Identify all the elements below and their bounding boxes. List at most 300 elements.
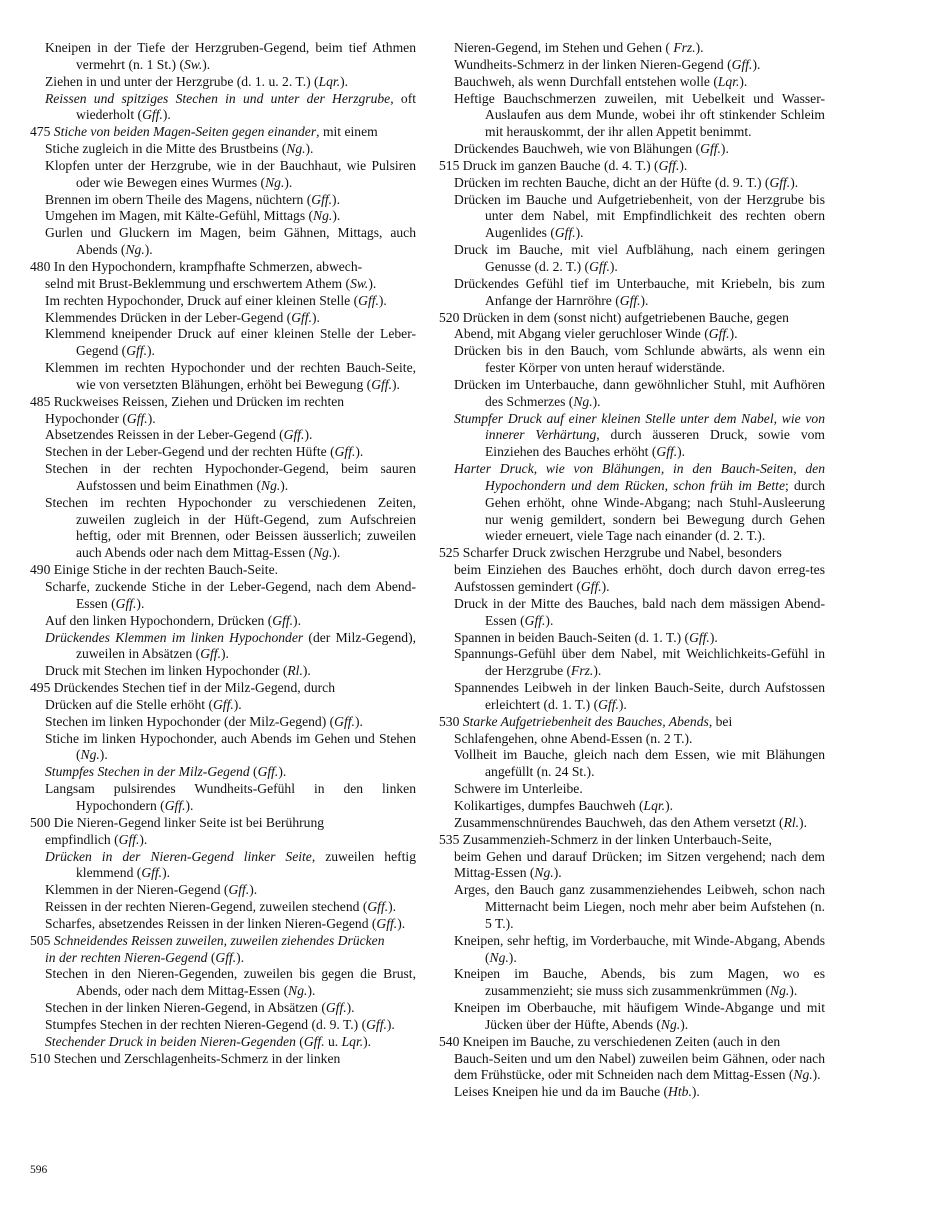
entry-text: Drücken im Bauche und Aufgetriebenheit, von der Herzgrube bis unter dem Nabel, mit Empfindlichkeit des rechten obern Augenlides ( — [454, 191, 825, 241]
entry-text: 515 Druck im ganzen Bauche (d. 4. T.) ( — [439, 157, 659, 173]
entry-text: Drücken bis in den Bauch, vom Schlunde abwärts, als wenn ein fester Körper von unten herauf widerstände. — [454, 343, 825, 376]
symptom-entry — [439, 747, 825, 781]
entry-text: ). — [691, 1084, 700, 1100]
entry-text: ). — [386, 1016, 395, 1032]
italic-text: Gff. — [272, 612, 294, 628]
entry-text: ). — [136, 595, 145, 611]
entry-text: 520 Drücken in dem (sonst nicht) aufgetriebenen Bauche, gegen — [439, 309, 789, 325]
italic-text: Gff. — [367, 899, 389, 915]
italic-text: Ng. — [770, 983, 790, 999]
italic-text: Harter Druck, wie von Blähungen, in den Bauch-Seiten, den Hypochondern und dem Rücken, schon früh im Bette — [454, 461, 825, 493]
italic-text: Gff. — [118, 831, 140, 847]
symptom-entry — [30, 444, 416, 461]
entry-text: Absetzendes Reissen in der Leber-Gegend ( — [45, 427, 284, 443]
italic-text: Gff. — [334, 444, 356, 460]
entry-text: ). — [346, 1000, 355, 1016]
symptom-entry — [439, 680, 825, 714]
italic-text: Gff. — [325, 1000, 347, 1016]
entry-text: ). — [147, 410, 156, 426]
entry-text: 505 — [30, 932, 54, 948]
entry-text: ). — [789, 983, 798, 999]
symptom-entry — [30, 1034, 416, 1051]
symptom-entry — [439, 192, 825, 243]
entry-text: ). — [340, 73, 349, 89]
italic-text: Reissen und spitziges Stechen in und unter der Herzgrube — [45, 90, 391, 106]
italic-text: Ng. — [793, 1067, 813, 1083]
entry-text: ). — [284, 174, 293, 190]
symptom-entry — [30, 225, 416, 259]
symptom-entry — [439, 276, 825, 310]
symptom-entry — [439, 40, 825, 57]
italic-text: Ng. — [125, 242, 145, 258]
entry-text: Drücken im rechten Bauche, dicht an der Hüfte (d. 9. T.) ( — [454, 174, 770, 190]
entry-text: Bauch-Seiten und um den Nabel) zuweilen beim Gähnen, oder nach dem Frühstücke, oder mit Schneiden nach dem Mittag-Essen ( — [454, 1050, 825, 1083]
italic-text: Gff. — [376, 915, 398, 931]
symptom-entry — [439, 882, 825, 933]
entry-text: ). — [355, 444, 364, 460]
symptom-entry — [30, 276, 416, 293]
entry-text: Spannungs-Gefühl über dem Nabel, mit Weichlichkeits-Gefühl in der Herzgrube ( — [454, 646, 825, 679]
entry-text: Heftige Bauchschmerzen zuweilen, mit Uebelkeit und Wasser-Auslaufen aus dem Munde, wobei ihr oft stinkender Schleim mit herauskommt, der ihr allen Appetit benimmt. — [454, 90, 825, 140]
entry-text: ). — [332, 208, 341, 224]
symptom-entry — [30, 714, 416, 731]
italic-text: Gff. — [708, 326, 730, 342]
entry-text: Drückendes Gefühl tief im Unterbauche, mit Kriebeln, bis zum Anfange der Harnröhre ( — [454, 275, 825, 308]
entry-text: , durch äusseren Druck, sowie vom Einziehen des Bauches erhöht ( — [485, 427, 825, 460]
entry-text: Schwere im Unterleibe. — [454, 781, 583, 797]
italic-text: Htb. — [668, 1084, 692, 1100]
entry-text: Brennen im obern Theile des Magens, nüchtern ( — [45, 191, 312, 207]
symptom-entry — [30, 680, 416, 697]
italic-text: Starke Aufgetriebenheit des Bauches, Abends — [462, 713, 709, 729]
entry-text: , mit einem — [316, 124, 378, 140]
entry-text: Abend, mit Abgang vieler geruchloser Winde ( — [454, 326, 709, 342]
entry-text: selnd mit Brust-Beklemmung und erschwertem Athem ( — [45, 275, 351, 291]
entry-text: empfindlich ( — [45, 831, 119, 847]
italic-text: Gff. — [598, 696, 619, 712]
italic-text: Gff. — [524, 612, 546, 628]
italic-text: Gff. — [283, 427, 305, 443]
symptom-entry — [439, 141, 825, 158]
entry-text: ). — [593, 663, 602, 679]
symptom-entry — [30, 663, 416, 680]
entry-text: ). — [508, 949, 517, 965]
italic-text: Gff. — [164, 797, 186, 813]
entry-text: ). — [332, 545, 341, 561]
symptom-entry — [439, 242, 825, 276]
entry-text: , bei — [708, 713, 733, 729]
entry-text: ). — [388, 899, 397, 915]
entry-text: Stechen im rechten Hypochonder zu verschiedenen Zeiten, zuweilen zugleich in der Hüft-Gegend, zum Aufschreien heftig, oder mit Brennen, oder Beissen äusserlich; zuweilen auch Abends oder nach dem Mittag-Essen ( — [45, 494, 416, 561]
entry-text: ). — [332, 191, 340, 207]
italic-text: Gff. — [200, 646, 221, 662]
italic-text: Gff. — [115, 595, 137, 611]
symptom-entry — [30, 1051, 416, 1068]
entry-text: Stechen in den Nieren-Gegenden, zuweilen bis gegen die Brust, Abends, oder nach dem Mittag-Essen ( — [45, 966, 416, 999]
italic-text: Gff. — [366, 1016, 387, 1032]
entry-text: , oft wiederholt ( — [76, 90, 417, 123]
italic-text: Stumpfer Druck auf einer kleinen Stelle unter dem Nabel, wie von innerer Verhärtung — [454, 410, 825, 443]
entry-text: u. — [324, 1033, 342, 1049]
entry-text: Stiche zugleich in die Mitte des Brustbeins ( — [45, 141, 287, 157]
entry-text: Klopfen unter der Herzgrube, wie in der Bauchhaut, wie Pulsiren oder wie Bewegen eines Wurmes ( — [45, 157, 416, 190]
symptom-entry — [439, 461, 825, 545]
symptom-entry — [439, 596, 825, 630]
entry-text: Schlafengehen, ohne Abend-Essen (n. 2 T.). — [454, 730, 693, 746]
entry-text: ). — [553, 865, 562, 881]
entry-text: 530 — [439, 713, 463, 729]
italic-text: Gff. — [141, 865, 163, 881]
italic-text: Gff. — [126, 410, 148, 426]
italic-text: Gff. — [142, 107, 163, 123]
entry-text: 480 In den Hypochondern, krampfhafte Schmerzen, abwech- — [30, 258, 363, 274]
entry-text: Klemmen im rechten Hypochonder und der rechten Bauch-Seite, wie von versetzten Blähungen, erhöht bei Bewegung ( — [45, 360, 416, 392]
entry-text: 500 Die Nieren-Gegend linker Seite ist bei Berührung — [30, 814, 325, 830]
symptom-entry — [30, 461, 416, 495]
italic-text: Gff. — [731, 56, 753, 72]
entry-text: ). — [162, 107, 171, 123]
symptom-entry — [30, 158, 416, 192]
entry-text: 540 Kneipen im Bauche, zu verschiedenen Zeiten (auch in den — [439, 1033, 781, 1049]
symptom-entry — [439, 562, 825, 596]
italic-text: Gff. — [257, 764, 279, 780]
entry-text: Spannen in beiden Bauch-Seiten (d. 1. T.) ( — [454, 629, 690, 645]
italic-text: Rl. — [287, 663, 303, 679]
entry-text: Kneipen im Bauche, Abends, bis zum Magen, wo es zusammenzieht; sie muss sich zusammenkrümmen ( — [454, 966, 825, 999]
entry-text: ). — [575, 225, 584, 241]
entry-text: ). — [812, 1067, 821, 1083]
entry-text: Stechen im linken Hypochonder (der Milz-Gegend) ( — [45, 713, 335, 729]
symptom-entry — [30, 697, 416, 714]
symptom-entry — [439, 966, 825, 1000]
entry-text: Gurlen und Gluckern im Magen, beim Gähnen, Mittags, auch Abends ( — [45, 225, 416, 258]
symptom-entry — [439, 377, 825, 411]
entry-text: ). — [363, 1033, 372, 1049]
entry-text: ). — [640, 292, 649, 308]
entry-text: ). — [391, 376, 400, 392]
symptom-entry — [439, 158, 825, 175]
symptom-entry — [439, 1051, 825, 1085]
entry-text: Stechen in der linken Nieren-Gegend, in Absätzen ( — [45, 1000, 326, 1016]
symptom-entry — [30, 141, 416, 158]
symptom-entry — [30, 293, 416, 310]
italic-text: Gff. — [769, 174, 791, 190]
italic-text: Ng. — [489, 949, 509, 965]
entry-text: Bauchweh, als wenn Durchfall entstehen wolle ( — [454, 73, 718, 89]
symptom-entry — [30, 815, 416, 832]
entry-text: ). — [220, 646, 229, 662]
symptom-entry — [30, 495, 416, 562]
italic-text: Ng. — [660, 1016, 681, 1032]
entry-text: ). — [790, 174, 799, 190]
entry-text: ). — [302, 663, 311, 679]
italic-text: Frz. — [571, 663, 594, 679]
entry-text: Im rechten Hypochonder, Druck auf einer kleinen Stelle ( — [45, 292, 359, 308]
entry-text: Ziehen in und unter der Herzgrube (d. 1. u. 2. T.) ( — [45, 73, 319, 89]
entry-text: Druck in der Mitte des Bauches, bald nach dem mässigen Abend-Essen ( — [454, 595, 825, 628]
italic-text: Lqr. — [717, 73, 740, 89]
entry-text: Stechen in der rechten Hypochonder-Gegend, beim sauren Aufstossen und beim Einathmen ( — [45, 461, 416, 493]
entry-text: ). — [739, 73, 748, 89]
italic-text: Stiche von beiden Magen-Seiten gegen einander — [53, 124, 317, 140]
entry-text: ( — [207, 949, 216, 965]
entry-text: ). — [618, 696, 627, 712]
entry-text: ). — [144, 242, 153, 258]
symptom-entry — [30, 731, 416, 765]
italic-text: Gff. — [215, 949, 237, 965]
symptom-entry — [30, 91, 416, 125]
symptom-entry — [30, 310, 416, 327]
left-column — [30, 40, 416, 1067]
italic-text: Ng. — [288, 983, 308, 999]
entry-text: ). — [709, 629, 718, 645]
italic-text: Gff. — [658, 157, 680, 173]
entry-text: Drücken auf die Stelle erhöht ( — [45, 696, 213, 712]
entry-text: Scharfe, zuckende Stiche in der Leber-Gegend, nach dem Abend-Essen ( — [45, 579, 416, 611]
entry-text: Zusammenschnürendes Bauchweh, das den Athem versetzt ( — [454, 814, 784, 830]
symptom-entry — [30, 966, 416, 1000]
symptom-entry — [439, 175, 825, 192]
entry-text: Scharfes, absetzendes Reissen in der linken Nieren-Gegend ( — [45, 915, 377, 931]
entry-text: 490 Einige Stiche in der rechten Bauch-Seite. — [30, 562, 279, 578]
italic-text: Gff. — [212, 696, 234, 712]
symptom-entry — [439, 849, 825, 883]
entry-text: ). — [665, 797, 673, 813]
symptom-entry — [30, 208, 416, 225]
italic-text: Ng. — [261, 477, 281, 493]
italic-text: Ng. — [80, 747, 100, 763]
entry-text: beim Einziehen des Bauches erhöht, doch durch davon erreg-tes Aufstossen gemindert ( — [454, 562, 825, 594]
entry-text: ). — [278, 764, 287, 780]
symptom-entry — [30, 613, 416, 630]
symptom-entry — [439, 1000, 825, 1034]
symptom-entry — [439, 815, 825, 832]
symptom-entry — [439, 781, 825, 798]
italic-text: Lqr. — [341, 1033, 364, 1049]
entry-text: 495 Drückendes Stechen tief in der Milz-Gegend, durch — [30, 680, 336, 696]
entry-text: ). — [146, 343, 155, 359]
italic-text: Sw. — [183, 56, 203, 72]
symptom-entry — [439, 798, 825, 815]
entry-text: ). — [799, 814, 807, 830]
symptom-entry — [30, 630, 416, 664]
right-column — [439, 40, 825, 1101]
entry-text: Auf den linken Hypochondern, Drücken ( — [45, 612, 273, 628]
symptom-entry — [30, 764, 416, 781]
entry-text: Vollheit im Bauche, gleich nach dem Essen, wie mit Blähungen angefüllt (n. 24 St.). — [454, 747, 825, 780]
italic-text: Gff. — [554, 225, 576, 241]
symptom-entry — [30, 360, 416, 394]
italic-text: Gff. — [700, 141, 721, 157]
entry-text: ). — [609, 258, 618, 274]
italic-text: Frz. — [673, 40, 696, 55]
symptom-entry — [30, 882, 416, 899]
entry-text: ). — [236, 949, 245, 965]
entry-text: Stechen in der Leber-Gegend und der rechten Hüfte ( — [45, 444, 335, 460]
italic-text: Drückendes Klemmen im linken Hypochonder — [45, 629, 304, 645]
italic-text: Sw. — [350, 275, 369, 291]
entry-text: Kneipen, sehr heftig, im Vorderbauche, mit Winde-Abgang, Abends ( — [454, 932, 825, 965]
entry-text: ). — [311, 309, 320, 325]
symptom-entry — [30, 933, 416, 950]
entry-text: Langsam pulsirendes Wundheits-Gefühl in den linken Hypochondern ( — [45, 781, 416, 813]
entry-text: ). — [233, 696, 242, 712]
symptom-entry — [439, 74, 825, 91]
italic-text: Stumpfes Stechen in der Milz-Gegend — [45, 764, 250, 780]
entry-text: Spannendes Leibweh in der linken Bauch-Seite, durch Aufstossen erleichtert (d. 1. T.) ( — [454, 680, 825, 712]
symptom-entry — [30, 916, 416, 933]
entry-text: 525 Scharfer Druck zwischen Herzgrube und Nabel, besonders — [439, 545, 782, 561]
entry-text: (der Milz-Gegend), zuweilen in Absätzen ( — [76, 629, 416, 662]
symptom-entry — [30, 1000, 416, 1017]
italic-text: Ng. — [534, 865, 554, 881]
symptom-entry — [30, 192, 416, 209]
entry-text: Kneipen in der Tiefe der Herzgruben-Gegend, beim tief Athmen vermehrt (n. 1 St.) ( — [45, 40, 416, 72]
entry-text: ). — [293, 612, 301, 628]
entry-text: Nieren-Gegend, im Stehen und Gehen ( — [454, 40, 674, 55]
symptom-entry — [30, 124, 416, 141]
italic-text: Drücken in der Nieren-Gegend linker Seite — [45, 848, 312, 864]
entry-text: ). — [305, 141, 314, 157]
page-number: 596 — [30, 1164, 48, 1176]
entry-text: Hypochonder ( — [45, 410, 127, 426]
symptom-entry — [439, 832, 825, 849]
entry-text: ). — [397, 915, 406, 931]
italic-text: Ng. — [313, 545, 333, 561]
entry-text: ( — [249, 764, 258, 780]
symptom-entry — [439, 411, 825, 462]
italic-text: Rl. — [783, 814, 800, 830]
entry-text: 475 — [30, 124, 54, 140]
symptom-entry — [30, 411, 416, 428]
symptom-entry — [439, 1034, 825, 1051]
italic-text: Gff. — [334, 713, 355, 729]
entry-text: ). — [679, 157, 688, 173]
entry-text: ). — [162, 865, 171, 881]
entry-text: ). — [545, 612, 554, 628]
symptom-entry — [439, 326, 825, 343]
entry-text: Stiche im linken Hypochonder, auch Abends im Gehen und Stehen ( — [45, 730, 416, 763]
italic-text: Schneidendes Reissen zuweilen, zuweilen ziehendes Drücken — [53, 932, 385, 948]
symptom-entry — [439, 91, 825, 142]
italic-text: Gff. — [371, 376, 392, 392]
symptom-entry — [30, 259, 416, 276]
entry-text: 510 Stechen und Zerschlagenheits-Schmerz in der linken — [30, 1050, 341, 1066]
italic-text: Gff. — [126, 343, 147, 359]
entry-text: ). — [695, 40, 704, 55]
symptom-entry — [439, 933, 825, 967]
italic-text: Gff. — [580, 579, 602, 594]
symptom-entry — [439, 310, 825, 327]
entry-text: Kolikartiges, dumpfes Bauchweh ( — [454, 797, 644, 813]
symptom-entry — [30, 899, 416, 916]
entry-text: ). — [249, 882, 258, 898]
italic-text: Gff. — [303, 1033, 325, 1049]
italic-text: Gff. — [589, 258, 610, 274]
entry-text: Wundheits-Schmerz in der linken Nieren-Gegend ( — [454, 56, 732, 72]
symptom-entry — [30, 74, 416, 91]
symptom-entry — [439, 714, 825, 731]
italic-text: Gff. — [311, 191, 333, 207]
entry-text: Drückendes Bauchweh, wie von Blähungen ( — [454, 141, 701, 157]
entry-text: ). — [99, 747, 108, 763]
symptom-entry — [439, 630, 825, 647]
italic-text: Gff. — [656, 444, 678, 460]
entry-text: ( — [295, 1033, 304, 1049]
entry-text: Druck im Bauche, mit viel Aufblähung, nach einem geringen Genusse (d. 2. T.) ( — [454, 242, 825, 274]
entry-text: ). — [368, 275, 377, 291]
symptom-entry — [30, 326, 416, 360]
entry-text: ; durch Gehen erhöht, ohne Winde-Abgang; nach Stuhl-Ausleerung nur wenig gemildert, sondern bei Bewegung durch Gehen wieder erneuert, viele Tage nach einander (d. 2. T.). — [485, 477, 825, 544]
italic-text: Lqr. — [643, 797, 666, 813]
entry-text: 535 Zusammenzieh-Schmerz in der linken Unterbauch-Seite, — [439, 831, 772, 847]
entry-text: ). — [680, 1016, 689, 1032]
symptom-entry — [30, 40, 416, 74]
entry-text: ). — [304, 427, 313, 443]
symptom-entry — [439, 57, 825, 74]
italic-text: Stechender Druck in beiden Nieren-Gegenden — [45, 1033, 296, 1049]
entry-text: ). — [677, 444, 686, 460]
italic-text: Gff. — [358, 292, 379, 308]
symptom-entry — [30, 781, 416, 815]
entry-text: Druck mit Stechen im linken Hypochonder ( — [45, 663, 288, 679]
entry-text: ). — [378, 292, 387, 308]
entry-text: Reissen in der rechten Nieren-Gegend, zuweilen stechend ( — [45, 899, 368, 915]
symptom-entry — [30, 394, 416, 411]
symptom-entry — [30, 427, 416, 444]
entry-text: ). — [354, 713, 363, 729]
entry-text: ). — [729, 326, 738, 342]
entry-text: Arges, den Bauch ganz zusammenziehendes Leibweh, schon nach Mitternacht beim Liegen, noch mehr aber beim Aufstehen (n. 5 T.). — [454, 882, 825, 931]
entry-text: 485 Ruckweises Reissen, Ziehen und Drücken im rechten — [30, 393, 345, 409]
symptom-entry — [439, 646, 825, 680]
symptom-entry — [439, 343, 825, 377]
italic-text: Ng. — [286, 141, 306, 157]
entry-text: Klemmen in der Nieren-Gegend ( — [45, 882, 229, 898]
italic-text: in der rechten Nieren-Gegend — [45, 949, 208, 965]
symptom-entry — [30, 950, 416, 967]
entry-text: ). — [202, 56, 211, 72]
symptom-entry — [30, 579, 416, 613]
entry-text: Stumpfes Stechen in der rechten Nieren-Gegend (d. 9. T.) ( — [45, 1016, 367, 1032]
italic-text: Ng. — [265, 174, 285, 190]
symptom-entry — [30, 849, 416, 883]
italic-text: Ng. — [313, 208, 333, 224]
italic-text: Lqr. — [318, 73, 341, 89]
entry-text: Umgehen im Magen, mit Kälte-Gefühl, Mittags ( — [45, 208, 314, 224]
symptom-entry — [439, 731, 825, 748]
italic-text: Ng. — [573, 393, 593, 409]
entry-text: ). — [307, 983, 316, 999]
italic-text: Gff. — [689, 629, 710, 645]
entry-text: beim Gehen und darauf Drücken; im Sitzen vergehend; nach dem Mittag-Essen ( — [454, 848, 825, 881]
entry-text: Kneipen im Oberbauche, mit häufigem Winde-Abgange und mit Jücken über der Hüfte, Abends ( — [454, 1000, 825, 1032]
symptom-entry — [30, 562, 416, 579]
entry-text: ). — [185, 797, 194, 813]
entry-text: , zuweilen heftig klemmend ( — [76, 848, 416, 881]
entry-text: Klemmendes Drücken in der Leber-Gegend ( — [45, 309, 292, 325]
symptom-entry — [439, 545, 825, 562]
entry-text: Drücken im Unterbauche, dann gewöhnlicher Stuhl, mit Aufhören des Schmerzes ( — [454, 376, 825, 409]
italic-text: Gff. — [291, 309, 312, 325]
entry-text: Klemmend kneipender Druck auf einer kleinen Stelle der Leber-Gegend ( — [45, 326, 416, 359]
symptom-entry — [30, 832, 416, 849]
symptom-entry — [30, 1017, 416, 1034]
entry-text: Leises Kneipen hie und da im Bauche ( — [454, 1084, 669, 1100]
entry-text: ). — [592, 393, 601, 409]
entry-text: ). — [139, 831, 148, 847]
italic-text: Gff. — [619, 292, 641, 308]
